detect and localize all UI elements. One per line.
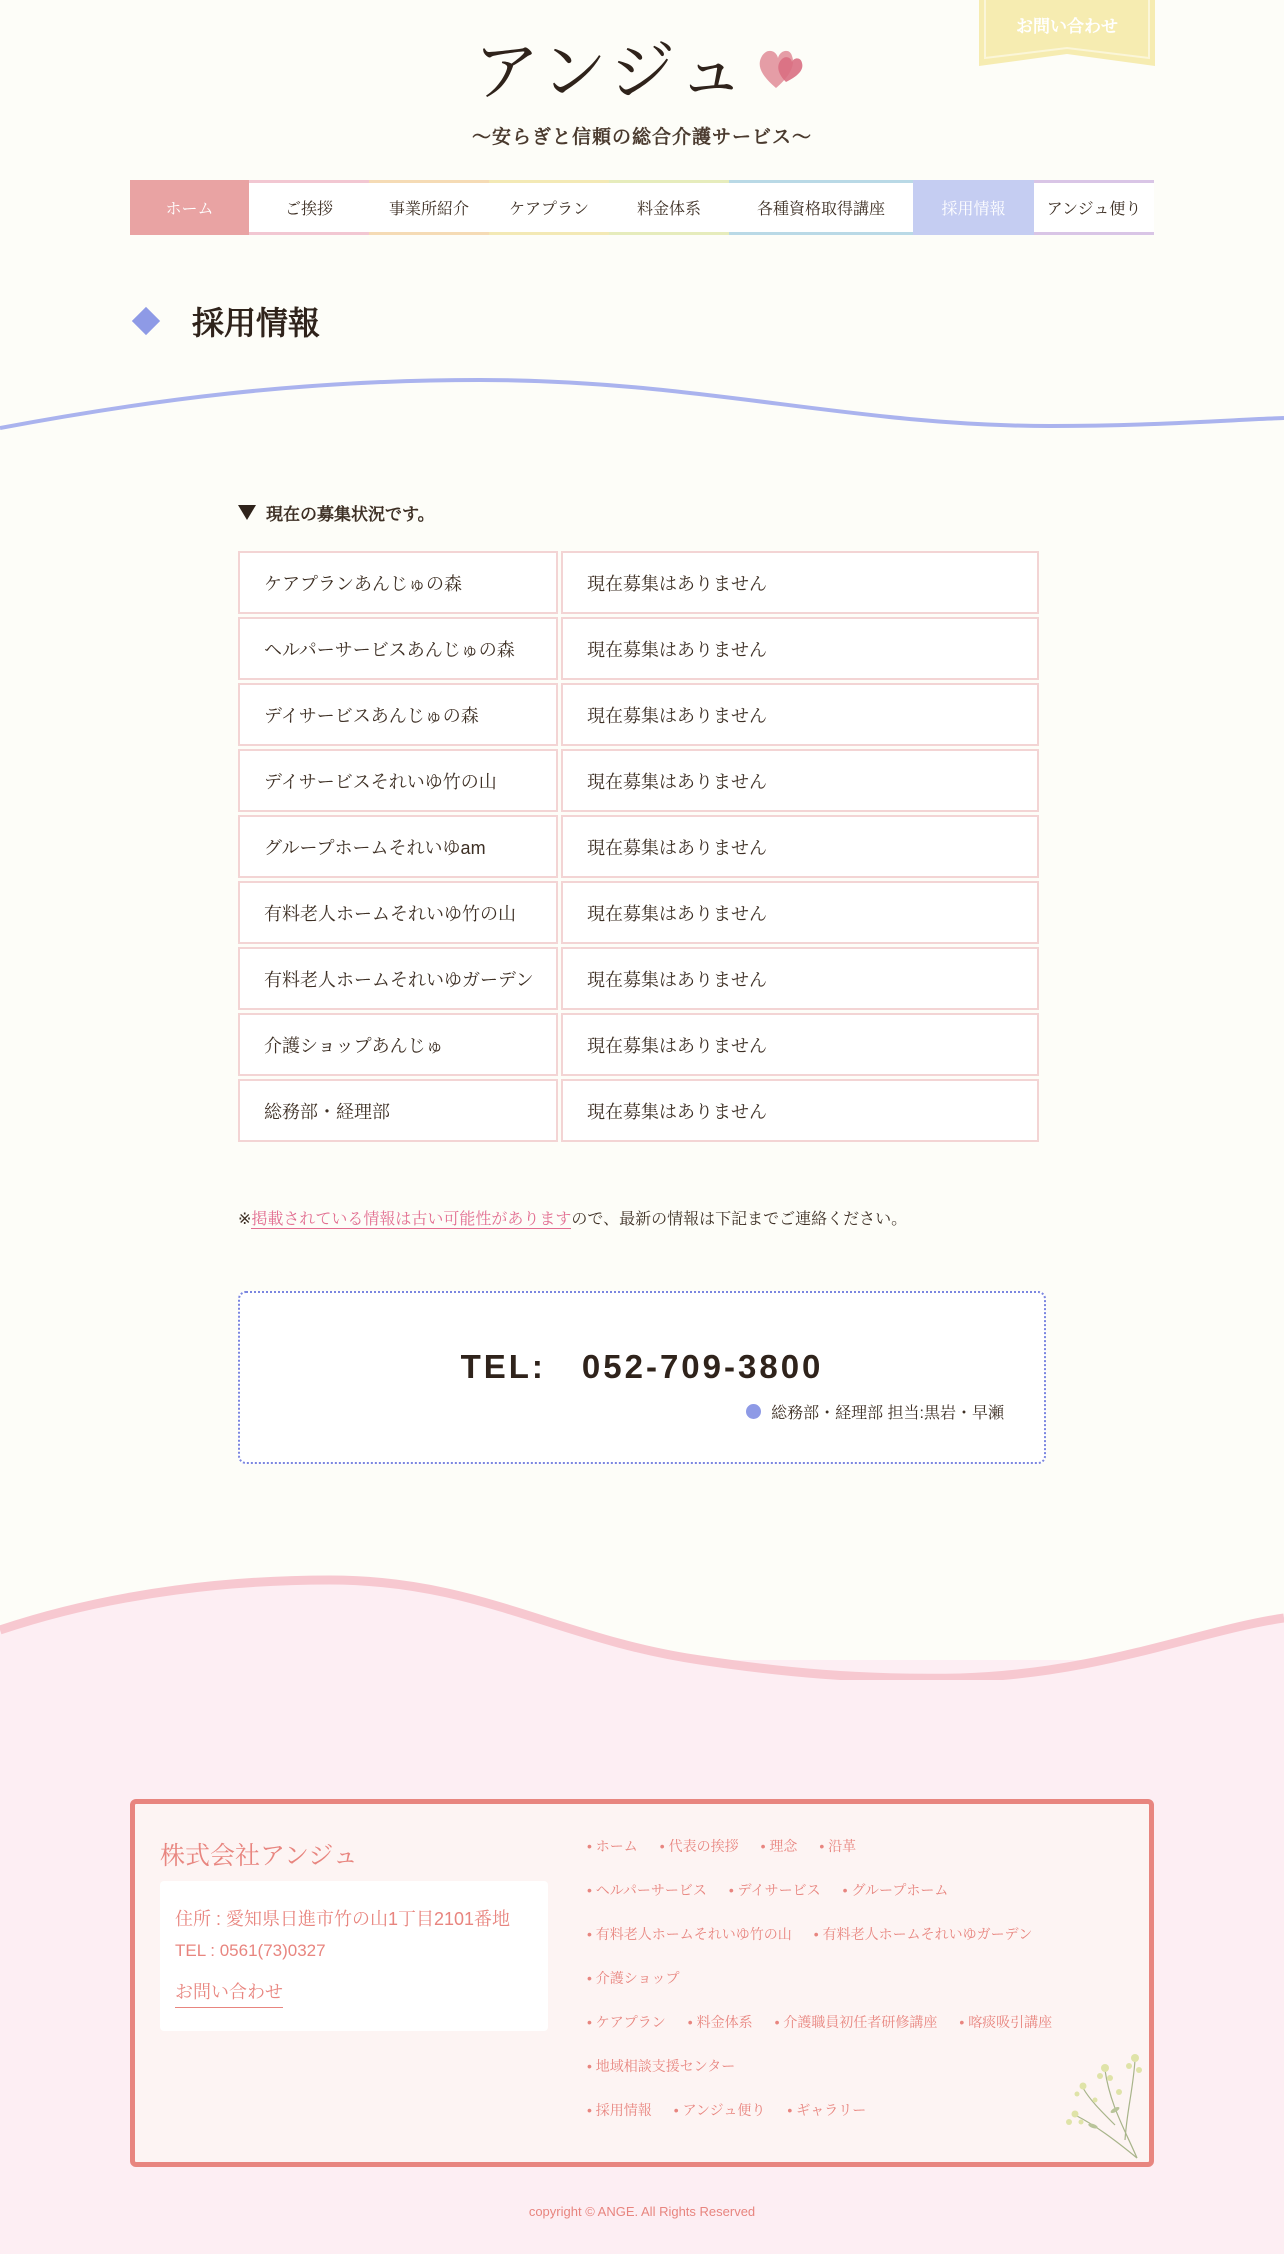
- contact-person: [746, 1400, 1004, 1423]
- nav-label: ケアプラン: [508, 201, 589, 218]
- address-text: 住所 : 愛知県日進市竹の山1丁目2101番地: [175, 1909, 511, 1929]
- nav-item-home[interactable]: [130, 180, 249, 235]
- office-cell: 有料老人ホームそれいゆ竹の山: [238, 881, 558, 944]
- office-cell: 総務部・経理部: [238, 1079, 558, 1142]
- page-title: [130, 298, 320, 344]
- office-cell: ケアプランあんじゅの森: [238, 551, 558, 614]
- status-cell: 現在募集はありません: [561, 749, 1039, 812]
- diamond-icon: [132, 307, 160, 335]
- footer-link[interactable]: • ギャラリー: [787, 2100, 866, 2144]
- note-prefix: ※: [238, 1211, 252, 1228]
- status-cell: 現在募集はありません: [561, 551, 1039, 614]
- nav-item-recruit[interactable]: [913, 180, 1034, 235]
- flower-illustration: [1055, 2030, 1145, 2160]
- nav-label: アンジュ便り: [1046, 201, 1142, 218]
- footer-links-row: [587, 1880, 1074, 1924]
- footer-links-row: [587, 1924, 1074, 1968]
- footer-links-row: [587, 2056, 1074, 2100]
- nav-label: ホーム: [165, 201, 214, 218]
- title-wave-divider: [0, 370, 1284, 440]
- info-note: [238, 1206, 907, 1229]
- footer-link[interactable]: • 沿革: [819, 1836, 856, 1880]
- office-cell: 介護ショップあんじゅ: [238, 1013, 558, 1076]
- tel-number[interactable]: TEL: 052-709-3800: [460, 1348, 824, 1385]
- office-cell: グループホームそれいゆam: [238, 815, 558, 878]
- recruit-table: [235, 548, 1042, 1145]
- office-cell: ヘルパーサービスあんじゅの森: [238, 617, 558, 680]
- nav-item-newsletter[interactable]: [1034, 180, 1154, 235]
- triangle-down-icon: [238, 505, 256, 520]
- contact-person-text: 総務部・経理部 担当:黒岩・早瀬: [771, 1405, 1004, 1422]
- site-tagline: 〜安らぎと信頼の総合介護サービス〜: [471, 127, 812, 148]
- office-cell: 有料老人ホームそれいゆガーデン: [238, 947, 558, 1010]
- footer-link[interactable]: • 喀痰吸引講座: [959, 2012, 1052, 2056]
- footer-wave-divider: [0, 1560, 1284, 1680]
- nav-label: ご挨拶: [284, 201, 333, 218]
- footer-link[interactable]: • 地域相談支援センター: [587, 2056, 735, 2100]
- footer-link[interactable]: • 理念: [761, 1836, 798, 1880]
- footer-sitemap: [587, 1836, 1074, 2144]
- nav-label: 採用情報: [941, 201, 1006, 218]
- note-suffix: ので、最新の情報は下記までご連絡ください。: [571, 1211, 908, 1228]
- global-nav: [130, 180, 1154, 235]
- status-cell: 現在募集はありません: [561, 1079, 1039, 1142]
- contact-ribbon-label: お問い合わせ: [1016, 17, 1118, 36]
- footer-link[interactable]: • アンジュ便り: [674, 2100, 766, 2144]
- table-row: [238, 947, 1039, 1010]
- nav-item-offices[interactable]: [369, 180, 489, 235]
- table-row: [238, 617, 1039, 680]
- bullet-dot-icon: [746, 1404, 761, 1419]
- section-heading-text: 現在の募集状況です。: [266, 505, 435, 524]
- address-box: [160, 1881, 548, 2031]
- footer-inquiry-link[interactable]: お問い合わせ: [175, 1978, 283, 2008]
- nav-item-careplan[interactable]: [489, 180, 609, 235]
- logo-text: アンジュ: [473, 33, 748, 110]
- section-heading: [238, 500, 435, 525]
- status-cell: 現在募集はありません: [561, 683, 1039, 746]
- footer-link[interactable]: • 介護ショップ: [587, 1968, 680, 2012]
- table-row: [238, 1079, 1039, 1142]
- note-highlight: 掲載されている情報は古い可能性があります: [251, 1211, 572, 1228]
- footer-link[interactable]: • グループホーム: [843, 1880, 949, 1924]
- status-cell: 現在募集はありません: [561, 881, 1039, 944]
- footer-links-row: [587, 1968, 1074, 2012]
- footer-link[interactable]: • 料金体系: [688, 2012, 753, 2056]
- status-cell: 現在募集はありません: [561, 947, 1039, 1010]
- nav-label: 事業所紹介: [388, 201, 469, 218]
- nav-item-pricing[interactable]: [609, 180, 729, 235]
- tel-contact-box: [238, 1291, 1046, 1464]
- table-row: [238, 551, 1039, 614]
- footer-link[interactable]: • 有料老人ホームそれいゆ竹の山: [587, 1924, 792, 1968]
- footer-link[interactable]: • デイサービス: [729, 1880, 821, 1924]
- footer-tel[interactable]: TEL : 0561(73)0327: [175, 1941, 326, 1960]
- nav-item-greeting[interactable]: [249, 180, 369, 235]
- page-title-text: 採用情報: [192, 304, 321, 342]
- nav-label: 料金体系: [636, 201, 701, 218]
- contact-ribbon-button[interactable]: [979, 0, 1155, 66]
- nav-label: 各種資格取得講座: [756, 201, 885, 218]
- table-row: [238, 1013, 1039, 1076]
- footer-links-row: [587, 2012, 1074, 2056]
- company-name: 株式会社アンジュ: [160, 1842, 358, 1870]
- office-cell: デイサービスあんじゅの森: [238, 683, 558, 746]
- footer-link[interactable]: • 介護職員初任者研修講座: [775, 2012, 938, 2056]
- office-cell: デイサービスそれいゆ竹の山: [238, 749, 558, 812]
- footer-link[interactable]: • ヘルパーサービス: [587, 1880, 707, 1924]
- footer-link[interactable]: • 採用情報: [587, 2100, 652, 2144]
- footer-link[interactable]: • ホーム: [587, 1836, 638, 1880]
- table-row: [238, 749, 1039, 812]
- footer-info-box: [130, 1799, 1154, 2167]
- footer-link[interactable]: • 代表の挨拶: [660, 1836, 739, 1880]
- table-row: [238, 683, 1039, 746]
- heart-icon: [754, 38, 810, 94]
- table-row: [238, 815, 1039, 878]
- table-row: [238, 881, 1039, 944]
- status-cell: 現在募集はありません: [561, 815, 1039, 878]
- status-cell: 現在募集はありません: [561, 617, 1039, 680]
- footer-link[interactable]: • ケアプラン: [587, 2012, 666, 2056]
- status-cell: 現在募集はありません: [561, 1013, 1039, 1076]
- footer-links-row: [587, 2100, 1074, 2144]
- copyright-text: copyright © ANGE. All Rights Reserved: [528, 2204, 756, 2219]
- footer-link[interactable]: • 有料老人ホームそれいゆガーデン: [814, 1924, 1033, 1968]
- nav-item-courses[interactable]: [729, 180, 913, 235]
- footer-links-row: [587, 1836, 1074, 1880]
